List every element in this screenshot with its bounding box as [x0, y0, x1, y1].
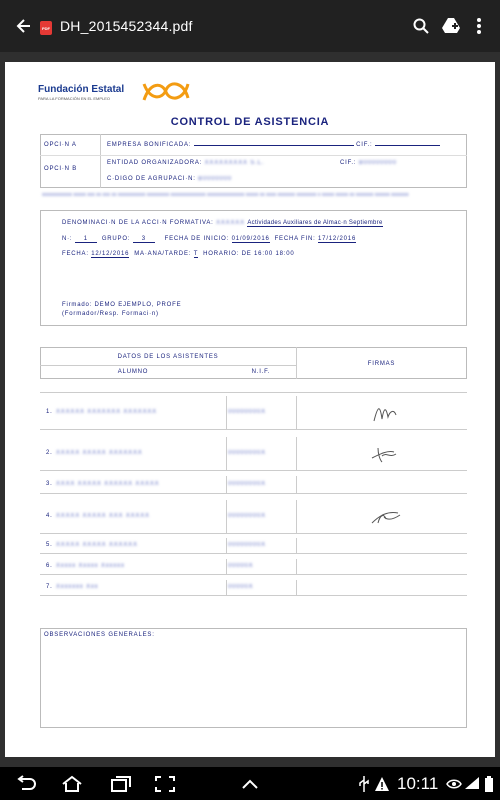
fecha-inicio-value: 01/09/2016 — [231, 236, 270, 242]
attendee-name: Xxxxxxx Xxx — [56, 584, 99, 590]
attendee-row — [40, 559, 467, 575]
attendee-row — [40, 538, 467, 554]
session-row — [62, 251, 295, 258]
nif-column-divider — [226, 500, 227, 534]
denominacion-row — [62, 220, 383, 227]
firmado-line2: (Formador/Resp. Formaci·n) — [62, 311, 159, 317]
fecha-fin-value: 17/12/2016 — [318, 236, 357, 242]
signature-column-divider — [296, 476, 297, 494]
firmas-header: FIRMAS — [367, 361, 396, 367]
observations-label: OBSERVACIONES GENERALES: — [44, 632, 155, 638]
nif-column-divider — [226, 580, 227, 596]
cif2-label: CIF.: — [340, 160, 357, 166]
pdf-file-icon: PDF — [40, 21, 52, 35]
denominacion-code: XXXXXX — [216, 220, 245, 226]
search-icon[interactable] — [413, 18, 429, 34]
signature-column-divider — [296, 580, 297, 596]
warning-icon — [374, 775, 390, 793]
attendee-number: 7. — [46, 584, 53, 590]
signature-column-divider — [296, 437, 297, 471]
cif-label: CIF.: — [356, 142, 373, 148]
option-a-label: OPCI·N A — [44, 142, 77, 148]
attendee-name: XXXXX XXXXX XXX XXXXX — [56, 513, 150, 519]
fecha-fin-label: FECHA FIN: — [274, 236, 316, 242]
nif-header: N.I.F. — [251, 369, 271, 375]
nif-column-divider — [226, 476, 227, 494]
wifi-icon — [464, 775, 480, 793]
logo-subtitle: PARA LA FORMACIÓN EN EL EMPLEO — [38, 96, 111, 101]
n-value: 1 — [75, 236, 97, 243]
fecha-inicio-label: FECHA DE INICIO: — [164, 236, 230, 242]
nif-column-divider — [226, 559, 227, 575]
more-options-icon[interactable] — [476, 17, 482, 35]
codigo-label: C·DIGO DE AGRUPACI·N: — [107, 176, 196, 182]
course-details-row — [62, 236, 356, 243]
attendee-nif: 00000000X — [228, 450, 266, 456]
attendee-number: 3. — [46, 481, 53, 487]
logo-name: Fundación Estatal — [38, 84, 125, 95]
attendee-nif: 00000000X — [228, 409, 266, 415]
n-label: N·: — [62, 236, 73, 242]
attendee-name: XXXXXX XXXXXXX XXXXXXX — [56, 409, 157, 415]
nif-column-divider — [226, 538, 227, 554]
cif2-row — [340, 160, 397, 166]
attendees-top-rule — [40, 392, 467, 393]
nav-back-icon[interactable] — [14, 775, 38, 793]
codigo-row — [107, 176, 232, 182]
attendee-row — [40, 437, 467, 471]
manana-tarde-value: T — [193, 251, 199, 257]
attendee-row — [40, 476, 467, 494]
denominacion-label: DENOMINACI·N DE LA ACCI·N FORMATIVA: — [62, 220, 214, 226]
horario-label: HORARIO: — [203, 251, 240, 257]
attendee-number: 2. — [46, 450, 53, 456]
attendee-row — [40, 396, 467, 430]
attendee-name: XXXX XXXXX XXXXXX XXXXX — [56, 481, 160, 487]
attendee-nif: 00000X — [228, 563, 254, 569]
attendee-row — [40, 580, 467, 596]
attendee-name: Xxxxx Xxxxx Xxxxxx — [56, 563, 125, 569]
entidad-row — [107, 160, 264, 166]
attendee-nif: 00000000X — [228, 513, 266, 519]
signature-column-divider — [296, 559, 297, 575]
attendee-name: XXXXX XXXXX XXXXXX — [56, 542, 138, 548]
status-clock: 10:11 — [397, 774, 439, 793]
entidad-label: ENTIDAD ORGANIZADORA: — [107, 160, 203, 166]
nav-home-icon[interactable] — [60, 775, 84, 793]
document-title: CONTROL DE ASISTENCIA — [170, 116, 330, 128]
app-bar — [0, 0, 500, 52]
attendee-name: XXXXX XXXXX XXXXXXX — [56, 450, 143, 456]
signature-mark — [370, 505, 404, 529]
logo-mark-icon — [140, 78, 192, 104]
usb-icon — [358, 775, 370, 793]
attendee-nif: 00000000X — [228, 481, 266, 487]
empresa-row — [107, 142, 440, 148]
cif-blank — [375, 145, 440, 146]
signature-column-divider — [296, 500, 297, 534]
datos-header: DATOS DE LOS ASISTENTES — [117, 354, 219, 360]
empresa-blank — [194, 145, 354, 146]
system-nav-bar — [0, 767, 500, 800]
observations-box — [40, 628, 467, 728]
denominacion-value: Actividades Auxiliares de Almac·n Septiembre — [247, 220, 383, 226]
cif2-value: B00000000 — [358, 160, 397, 166]
firmado-line1: Firmado: DEMO EJEMPLO, PROFE — [62, 302, 182, 308]
grupo-value: 3 — [133, 236, 155, 243]
eye-icon — [446, 775, 462, 793]
signature-column-divider — [296, 396, 297, 430]
empresa-label: EMPRESA BONIFICADA: — [107, 142, 192, 148]
legal-paragraph: xxxxxxxxxxxx xxxxx xxx xx xxx xx xxxxxxxxxxx xxxxxxxxx xxxxxxxxxxxxxx xxxxxxxxxxxxxxx xxxxx xx xxxx xxxxxxx xxxxxxxx x xxxxx xxxxx xx xxxxxxx xxxxxx xxxxxxx — [42, 192, 409, 198]
attendee-number: 4. — [46, 513, 53, 519]
grupo-label: GRUPO: — [101, 236, 131, 242]
signature-mark — [370, 401, 404, 425]
options-divider — [100, 134, 101, 188]
signature-mark — [370, 442, 404, 466]
header-sub-divider — [40, 365, 296, 366]
manana-tarde-label: MA·ANA/TARDE: — [134, 251, 192, 257]
add-to-drive-icon[interactable] — [442, 17, 460, 35]
attendee-number: 6. — [46, 563, 53, 569]
nif-column-divider — [226, 396, 227, 430]
battery-icon — [484, 775, 494, 793]
fecha-label: FECHA: — [62, 251, 89, 257]
back-arrow-icon[interactable] — [14, 16, 34, 36]
codigo-value: B0000000 — [198, 176, 232, 182]
course-box — [40, 210, 467, 326]
entidad-value: XXXXXXXXX S.L. — [204, 160, 265, 166]
attendee-nif: 00000X — [228, 584, 254, 590]
fecha-value: 12/12/2016 — [91, 251, 130, 257]
options-row-divider — [40, 155, 467, 156]
screenshot-icon[interactable] — [154, 775, 176, 793]
attendee-number: 1. — [46, 409, 53, 415]
horario-value: DE 16:00 18:00 — [241, 251, 295, 257]
signature-column-divider — [296, 538, 297, 554]
file-title: DH_2015452344.pdf — [60, 18, 193, 34]
nav-recents-icon[interactable] — [108, 775, 132, 793]
attendee-row — [40, 500, 467, 534]
option-b-label: OPCI·N B — [44, 166, 78, 172]
attendee-number: 5. — [46, 542, 53, 548]
attendee-nif: 00000000X — [228, 542, 266, 548]
nif-column-divider — [226, 437, 227, 471]
nav-menu-up-icon[interactable] — [240, 775, 260, 793]
alumno-header: ALUMNO — [117, 369, 149, 375]
